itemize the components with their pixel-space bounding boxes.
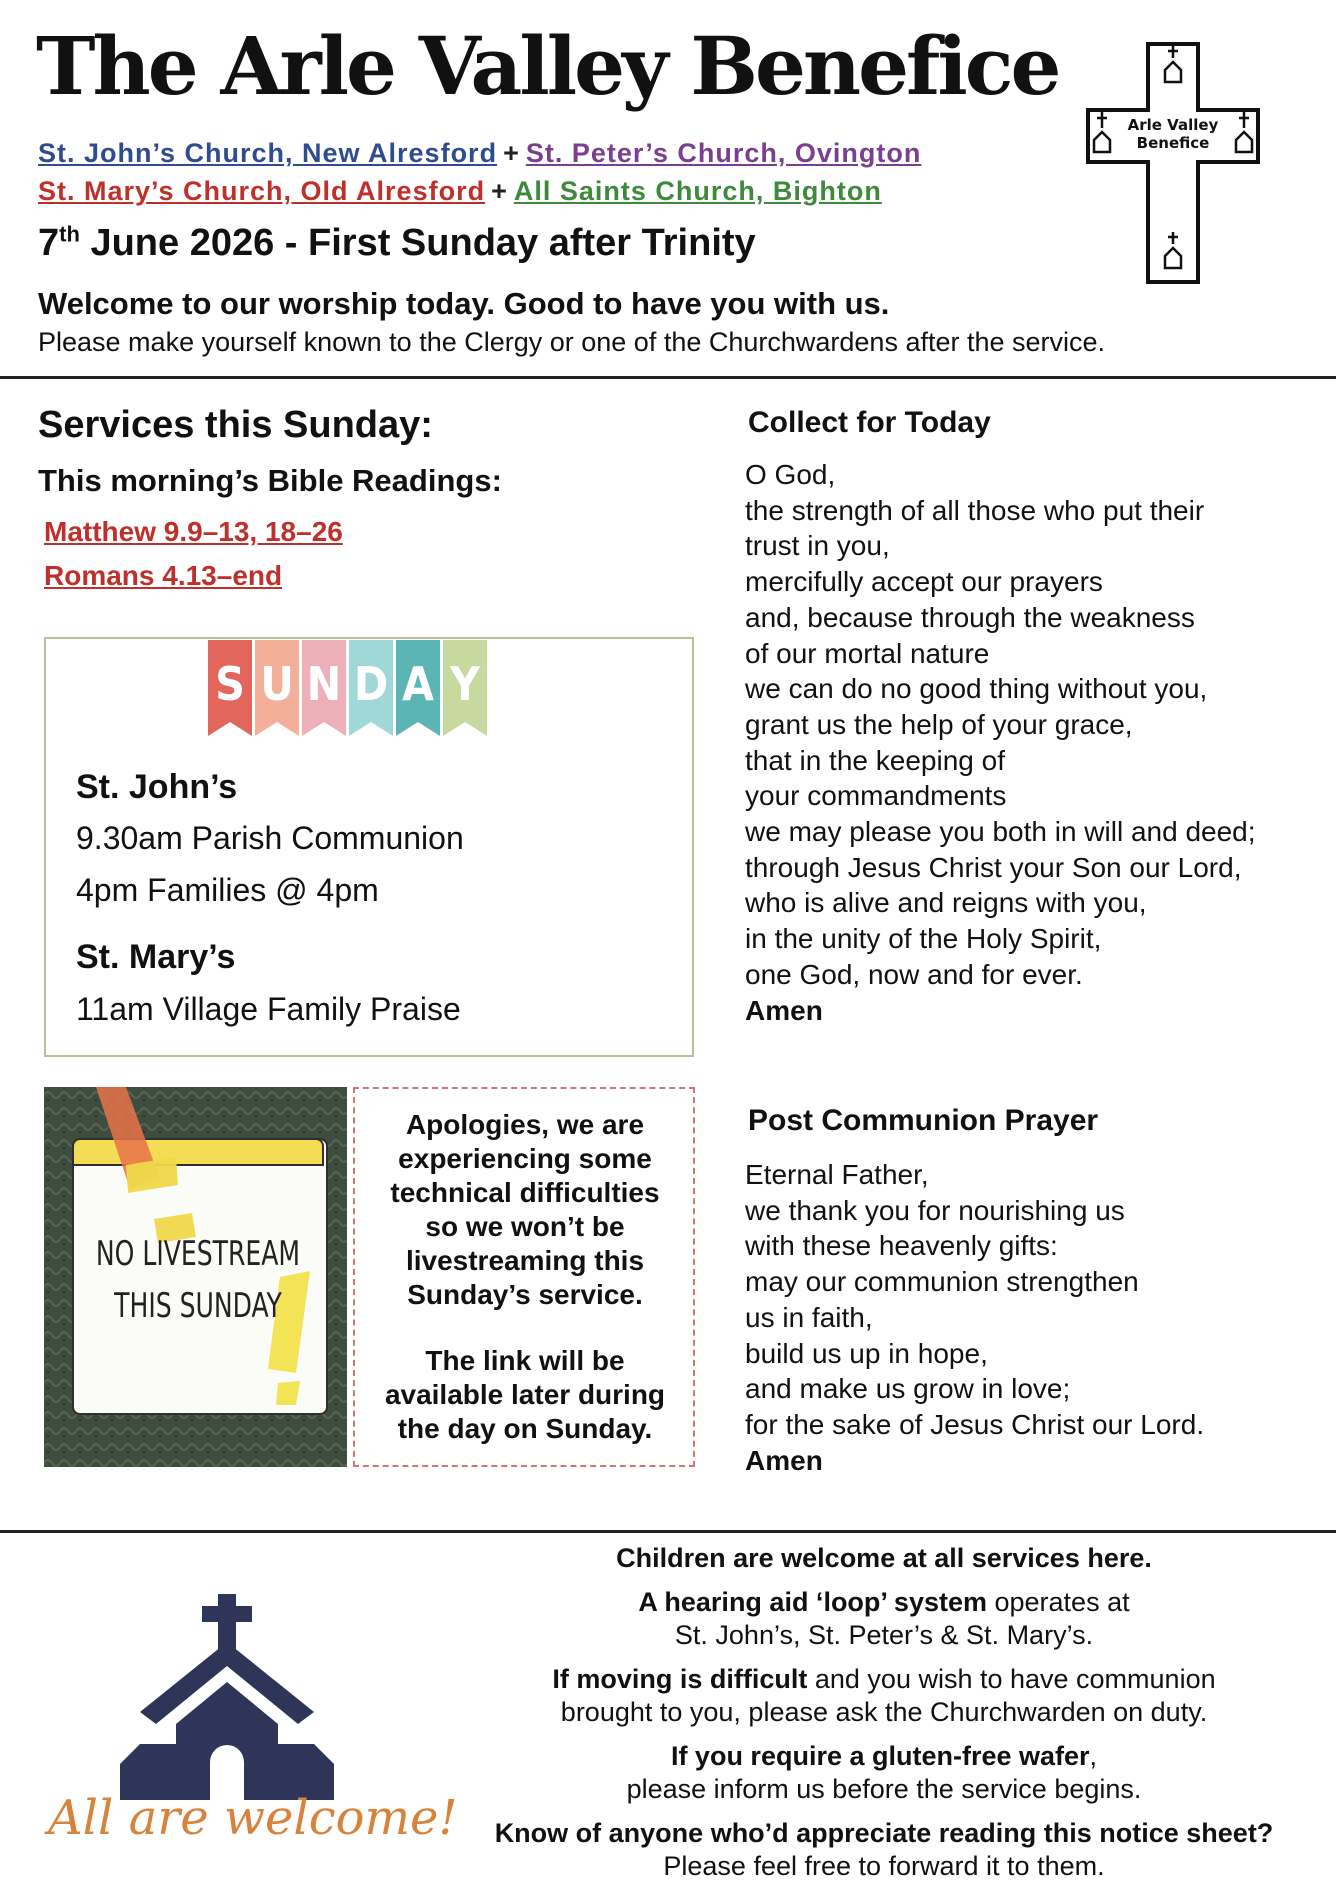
collect-text [745, 457, 1256, 1028]
banner-letter: S [215, 657, 245, 711]
post-communion-line: with these heavenly gifts: [745, 1230, 1058, 1262]
logo-text-line-2: Benefice [1136, 134, 1210, 152]
date-day: 7 [38, 222, 60, 264]
apology-line: experiencing some [398, 1143, 652, 1174]
collect-heading: Collect for Today [748, 406, 991, 439]
forward-line-2: Please feel free to forward it to them. [663, 1851, 1105, 1881]
banner-flag [396, 640, 440, 736]
reading-link-matthew[interactable]: Matthew 9.9–13, 18–26 [44, 516, 343, 547]
church-icon [118, 1594, 336, 1800]
moving-bold: If moving is difficult [552, 1664, 808, 1694]
banner-flag [255, 640, 299, 736]
loop-line-2: St. John’s, St. Peter’s & St. Mary’s. [674, 1620, 1094, 1650]
banner-flag [349, 640, 393, 736]
banner-letter: Y [450, 657, 480, 711]
gluten-bold: If you require a gluten-free wafer [670, 1741, 1090, 1771]
collect-line: through Jesus Christ your Son our Lord, [745, 851, 1242, 883]
post-communion-heading: Post Communion Prayer [748, 1104, 1099, 1137]
collect-line: one God, now and for ever. [745, 958, 1083, 990]
no-livestream-line: THIS SUNDAY [114, 1286, 282, 1326]
banner-letter: D [353, 657, 389, 711]
footer-divider [0, 1530, 1336, 1533]
children-note-text: Children are welcome at all services here. [616, 1543, 1152, 1573]
logo-text-line-1: Arle Valley [1127, 116, 1219, 134]
service-date [38, 222, 756, 265]
no-livestream-text [95, 1228, 302, 1332]
reading-link-romans[interactable]: Romans 4.13–end [44, 560, 283, 591]
no-livestream-line: NO LIVESTREAM [95, 1234, 301, 1274]
collect-line: grant us the help of your grace, [745, 708, 1133, 740]
collect-amen: Amen [745, 994, 823, 1026]
apology-line: technical difficulties [390, 1177, 660, 1208]
page-title: The Arle Valley Benefice [36, 19, 1059, 113]
post-communion-line: may our communion strengthen [745, 1266, 1139, 1298]
link-line: available later during [384, 1379, 666, 1410]
banner-flag [208, 640, 252, 736]
forward-bold: Know of anyone who’d appreciate reading this notice sheet? [494, 1818, 1274, 1848]
service-item: 9.30am Parish Communion [76, 820, 464, 856]
collect-line: O God, [745, 459, 836, 490]
post-communion-line: we thank you for nourishing us [745, 1194, 1125, 1226]
church-link-all-saints[interactable]: All Saints Church, Bighton [513, 176, 882, 206]
collect-line: and, because through the weakness [745, 601, 1195, 633]
collect-line: who is alive and reigns with you, [745, 887, 1147, 919]
date-suffix: th [59, 221, 80, 247]
post-communion-line: us in faith, [745, 1301, 873, 1333]
service-item: 11am Village Family Praise [76, 991, 461, 1027]
collect-line: that in the keeping of [745, 744, 1005, 776]
apology-line: so we won’t be [425, 1211, 625, 1242]
banner-letter: A [401, 657, 435, 711]
collect-line: the strength of all those who put their [745, 494, 1205, 526]
church-link-st-johns[interactable]: St. John’s Church, New Alresford [38, 138, 498, 168]
benefice-cross-logo [1086, 40, 1261, 286]
footer-notes [454, 1542, 1314, 1894]
banner-letter: U [260, 657, 294, 711]
church-name-st-johns: St. John’s [76, 768, 238, 806]
moving-line-2: brought to you, please ask the Churchwarden on duty. [560, 1697, 1208, 1727]
collect-line: trust in you, [745, 530, 890, 562]
banner-letter: N [306, 657, 342, 711]
welcome-text: Please make yourself known to the Clergy or one of the Churchwardens after the service. [38, 327, 1106, 357]
post-communion-line: and make us grow in love; [745, 1373, 1071, 1405]
apology-line: Apologies, we are [405, 1109, 645, 1140]
service-item: 4pm Families @ 4pm [76, 872, 379, 908]
post-communion-line: build us up in hope, [745, 1337, 988, 1369]
post-communion-line: for the sake of Jesus Christ our Lord. [745, 1408, 1205, 1440]
collect-line: in the unity of the Holy Spirit, [745, 923, 1102, 955]
welcome-heading: Welcome to our worship today. Good to have you with us. [38, 286, 890, 321]
hearing-loop-note [454, 1586, 1314, 1652]
gluten-line-2: please inform us before the service begins. [626, 1774, 1142, 1804]
post-communion-text [745, 1157, 1204, 1478]
gluten-free-note [454, 1740, 1314, 1806]
loop-rest: operates at [987, 1587, 1130, 1617]
spacer [360, 1312, 690, 1344]
moving-rest: and you wish to have communion [807, 1664, 1216, 1694]
all-welcome-text: All are welcome! [48, 1790, 458, 1846]
collect-line: of our mortal nature [745, 637, 990, 669]
church-line-2 [38, 176, 882, 207]
loop-bold: A hearing aid ‘loop’ system [638, 1587, 987, 1617]
collect-line: your commandments [745, 780, 1007, 812]
apology-line: Sunday’s service. [407, 1279, 643, 1310]
church-name-st-marys: St. Mary’s [76, 938, 236, 976]
banner-flag [302, 640, 346, 736]
apology-notice [360, 1108, 690, 1446]
mobility-note [454, 1663, 1314, 1729]
apology-line: livestreaming this [405, 1245, 645, 1276]
link-line: the day on Sunday. [397, 1413, 653, 1444]
separator: + [503, 138, 520, 168]
readings-heading: This morning’s Bible Readings: [38, 463, 502, 498]
church-link-st-marys[interactable]: St. Mary’s Church, Old Alresford [38, 176, 486, 206]
banner-flag [443, 640, 487, 736]
header-divider [0, 376, 1336, 379]
date-rest: June 2026 - First Sunday after Trinity [79, 222, 756, 264]
link-line: The link will be [425, 1345, 625, 1376]
collect-line: we can do no good thing without you, [745, 673, 1208, 705]
church-line-1 [38, 138, 921, 169]
church-link-st-peters[interactable]: St. Peter’s Church, Ovington [525, 138, 922, 168]
post-communion-amen: Amen [745, 1444, 823, 1476]
gluten-rest: , [1089, 1741, 1098, 1771]
collect-line: mercifully accept our prayers [745, 566, 1103, 598]
services-heading: Services this Sunday: [38, 404, 433, 446]
post-communion-line: Eternal Father, [745, 1159, 929, 1190]
children-note [454, 1542, 1314, 1575]
collect-line: we may please you both in will and deed; [745, 816, 1256, 848]
forward-note [454, 1817, 1314, 1883]
separator: + [491, 176, 508, 206]
